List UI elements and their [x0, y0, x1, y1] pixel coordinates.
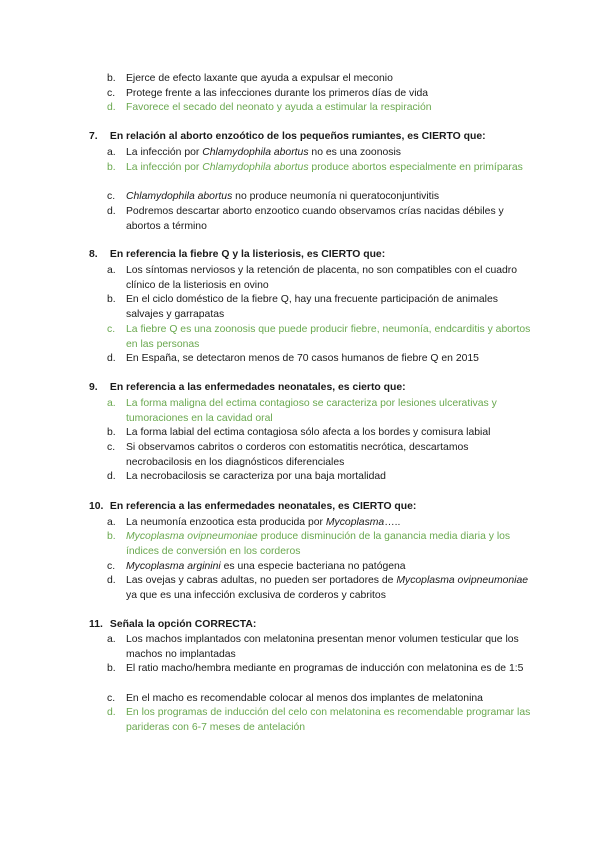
q8-option-b	[107, 293, 537, 322]
species-name: Chlamydophila abortus	[202, 147, 309, 158]
option-text: La neumonía enzootica esta producida por Mycoplasma…..	[126, 517, 401, 528]
q9-option-a-correct	[107, 397, 537, 426]
species-name: Mycoplasma ovipneumoniae	[126, 531, 258, 542]
option-text: Las ovejas y cabras adultas, no pueden ser portadores de Mycoplasma ovipneumoniae ya que es una infección exclusiva de corderos y cabritos	[126, 575, 529, 601]
question-9-title	[89, 381, 549, 396]
option-text: Chlamydophila abortus no produce neumonía ni queratoconjuntivitis	[126, 191, 440, 202]
option-text: La fiebre Q es una zoonosis que puede producir fiebre, neumonía, endcarditis y abortos en las personas	[126, 324, 531, 350]
q9-option-b	[107, 426, 537, 441]
option-text: La infección por Chlamydophila abortus produce abortos especialmente en primíparas	[126, 162, 523, 173]
q10-option-c	[107, 560, 537, 575]
option-letter: b.	[107, 162, 116, 173]
option-text: Los síntomas nerviosos y la retención de placenta, no son compatibles con el cuadro clínico de la listeriosis en ovino	[126, 265, 518, 291]
question-11-title	[89, 618, 549, 633]
option-letter: c.	[107, 442, 116, 453]
q7-option-b-correct	[107, 161, 537, 176]
option-letter: c.	[107, 561, 116, 572]
q6-option-c	[107, 87, 537, 102]
q9-option-c	[107, 441, 537, 470]
option-letter: a.	[107, 265, 116, 276]
question-text: En referencia a las enfermedades neonatales, es cierto que:	[109, 382, 406, 393]
option-text: La forma maligna del ectima contagioso se caracteriza por lesiones ulcerativas y tumoraciones en la cavidad oral	[126, 398, 497, 424]
species-name: Chlamydophila abortus	[126, 191, 233, 202]
option-letter: b.	[107, 427, 116, 438]
q7-option-a	[107, 146, 537, 161]
option-letter: d.	[107, 353, 116, 364]
species-name: Mycoplasma ovipneumoniae	[396, 575, 529, 586]
option-letter: b.	[107, 531, 116, 542]
option-text: En el macho es recomendable colocar al menos dos implantes de melatonina	[126, 693, 483, 704]
q11-option-b	[107, 662, 537, 677]
species-name: Mycoplasma	[325, 517, 385, 528]
species-name: Mycoplasma arginini	[126, 561, 221, 572]
option-text: En los programas de inducción del celo con melatonina es recomendable programar las parideras con 6-7 meses de antelación	[126, 707, 531, 733]
q8-option-d	[107, 352, 537, 367]
q8-option-c-correct	[107, 323, 537, 352]
option-letter: a.	[107, 147, 116, 158]
question-number: 7.	[89, 131, 98, 142]
q11-option-a	[107, 633, 537, 662]
q10-option-a	[107, 516, 537, 531]
species-name: Chlamydophila abortus	[202, 162, 309, 173]
option-text: Los machos implantados con melatonina presentan menor volumen testicular que los machos no implantadas	[126, 634, 519, 660]
option-text: La infección por Chlamydophila abortus no es una zoonosis	[126, 147, 401, 158]
q8-option-a	[107, 264, 537, 293]
option-letter: d.	[107, 102, 116, 113]
option-letter: d.	[107, 575, 116, 586]
option-letter: b.	[107, 73, 116, 84]
question-number: 10.	[89, 501, 104, 512]
q6-option-d-correct	[107, 101, 537, 116]
option-letter: d.	[107, 206, 116, 217]
question-text: En referencia a las enfermedades neonatales, es CIERTO que:	[109, 501, 417, 512]
question-10-title	[89, 500, 549, 515]
option-letter: b.	[107, 663, 116, 674]
option-text: La necrobacilosis se caracteriza por una baja mortalidad	[126, 471, 386, 482]
q11-option-d-correct	[107, 706, 537, 735]
option-letter: d.	[107, 707, 116, 718]
q11-option-c	[107, 692, 537, 707]
option-text: Favorece el secado del neonato y ayuda a estimular la respiración	[126, 102, 432, 113]
option-text: Podremos descartar aborto enzootico cuando observamos crías nacidas débiles y abortos a término	[126, 206, 504, 232]
option-letter: a.	[107, 634, 116, 645]
q10-option-d	[107, 574, 537, 603]
option-text: La forma labial del ectima contagiosa sólo afecta a los bordes y comisura labial	[126, 427, 491, 438]
option-letter: c.	[107, 324, 116, 335]
question-number: 9.	[89, 382, 98, 393]
option-text: En el ciclo doméstico de la fiebre Q, hay una frecuente participación de animales salvajes y garrapatas	[126, 294, 498, 320]
option-letter: c.	[107, 87, 116, 99]
q9-option-d	[107, 470, 537, 485]
q7-option-c	[107, 190, 537, 205]
question-text: Señala la opción CORRECTA:	[109, 619, 257, 630]
option-text: El ratio macho/hembra mediante en programas de inducción con melatonina es de 1:5	[126, 663, 524, 674]
option-letter: c.	[107, 693, 116, 704]
option-text: Mycoplasma arginini es una especie bacteriana no patógena	[126, 561, 406, 572]
question-8-title	[89, 248, 549, 263]
question-number: 8.	[89, 249, 98, 260]
option-letter: a.	[107, 517, 116, 528]
option-text: Ejerce de efecto laxante que ayuda a expulsar el meconio	[126, 73, 393, 84]
q7-option-d	[107, 205, 537, 234]
option-text: En España, se detectaron menos de 70 casos humanos de fiebre Q en 2015	[126, 353, 479, 364]
option-letter: c.	[107, 191, 116, 202]
question-text: En referencia la fiebre Q y la listeriosis, es CIERTO que:	[109, 249, 386, 260]
option-text: Si observamos cabritos o corderos con estomatitis necrótica, descartamos necrobacilosis en los diagnósticos diferenciales	[126, 442, 469, 468]
q6-option-b	[107, 72, 537, 87]
q10-option-b-correct	[107, 530, 537, 559]
question-7-title	[89, 130, 549, 145]
question-text: En relación al aborto enzoótico de los pequeños rumiantes, es CIERTO que:	[109, 131, 486, 142]
option-text: Protege frente a las infecciones durante los primeros días de vida	[126, 87, 429, 99]
option-letter: b.	[107, 294, 116, 305]
option-letter: a.	[107, 398, 116, 409]
question-number: 11.	[89, 619, 103, 630]
option-text: Mycoplasma ovipneumoniae produce disminución de la ganancia media diaria y los índices de conversión en los corderos	[126, 531, 511, 557]
option-letter: d.	[107, 471, 116, 482]
